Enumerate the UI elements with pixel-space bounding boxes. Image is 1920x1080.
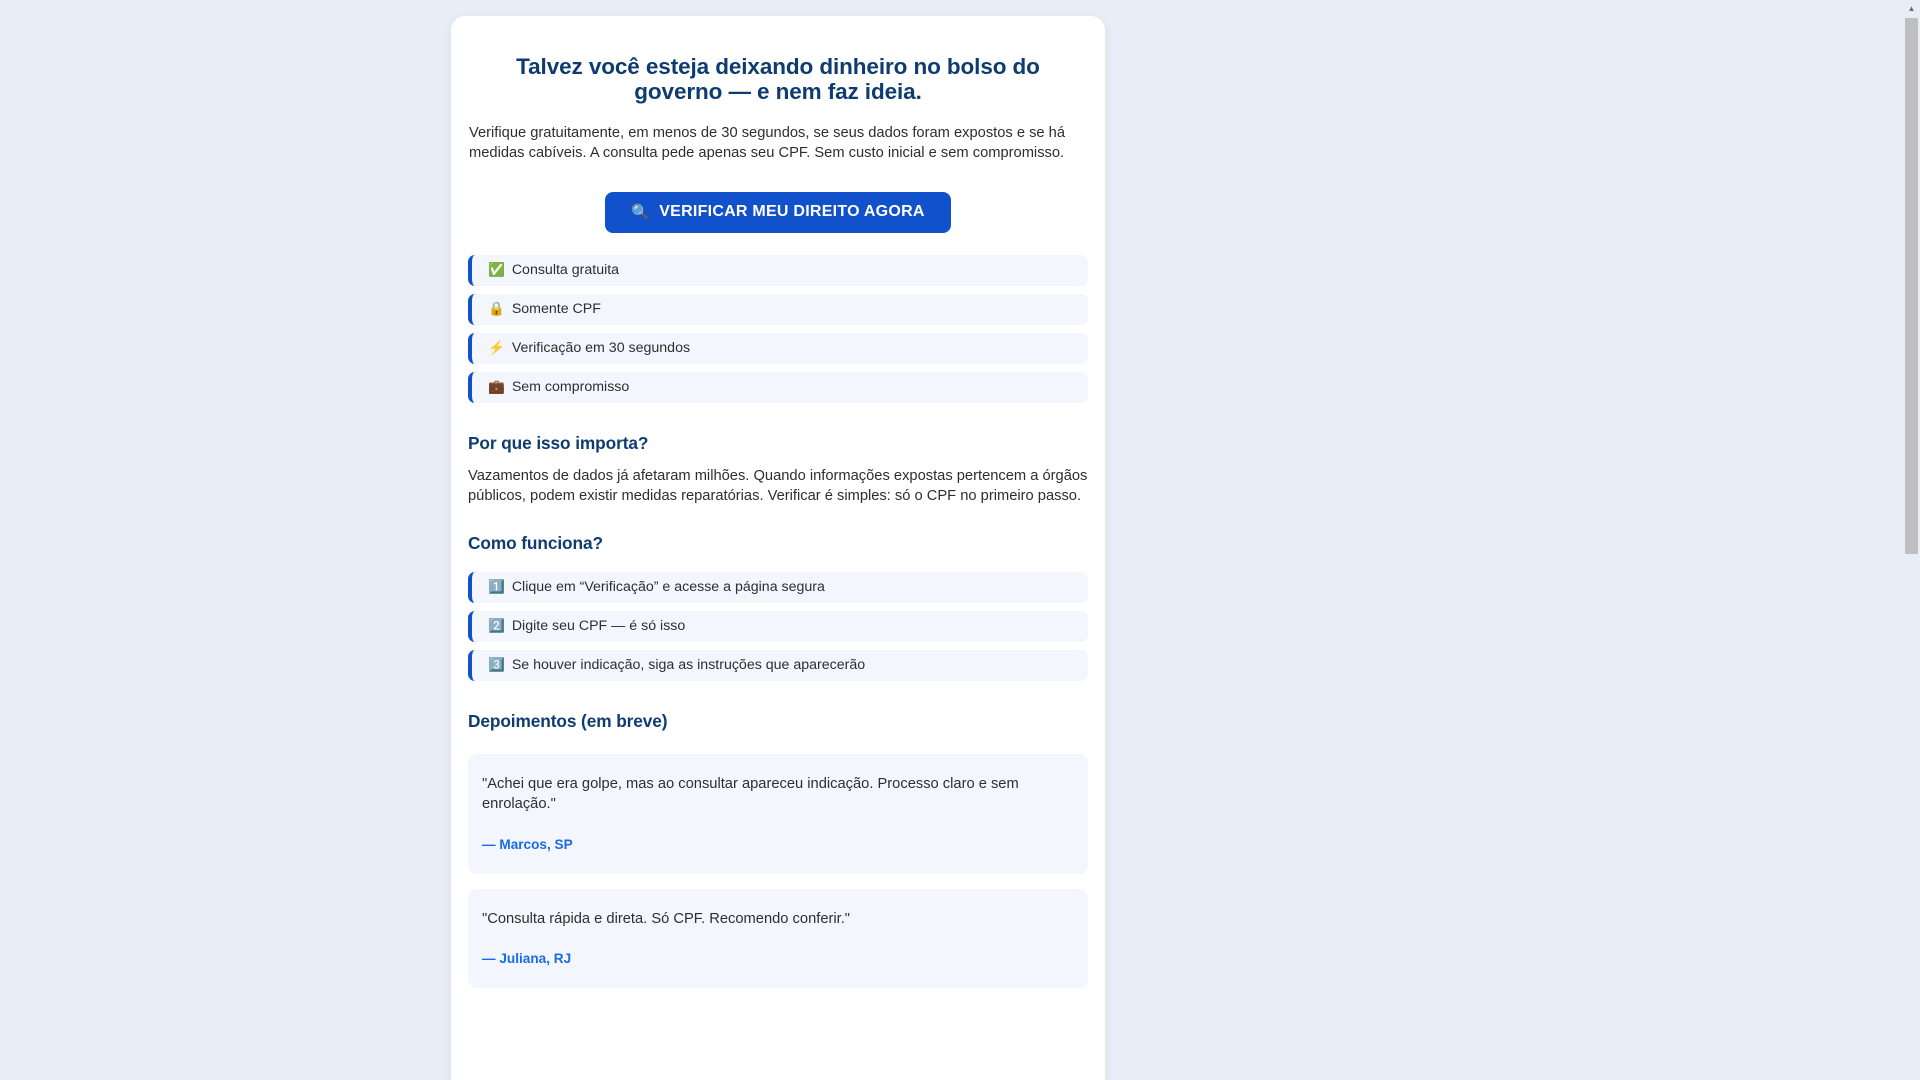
step-item-3 (468, 650, 1088, 681)
landing-card (451, 16, 1105, 1080)
benefit-label: Sem compromisso (511, 379, 630, 396)
verify-right-button[interactable] (605, 192, 950, 233)
how-section-title: Como funciona? (468, 532, 603, 553)
check-mark-button-icon: ✅ (488, 262, 505, 278)
step-item-2 (468, 611, 1088, 642)
testimonials-list (468, 754, 1088, 989)
benefit-label: Somente CPF (511, 301, 601, 318)
briefcase-icon: 💼 (488, 379, 505, 395)
benefit-item-30-seconds (468, 333, 1088, 364)
testimonials-section-title: Depoimentos (em breve) (468, 710, 668, 731)
testimonial-quote: "Achei que era golpe, mas ao consultar apareceu indicação. Processo claro e sem enrolação." (482, 775, 1019, 813)
keycap-three-icon: 3️⃣ (488, 657, 505, 673)
benefit-item-no-commitment (468, 372, 1088, 403)
step-label: Se houver indicação, siga as instruções que aparecerão (511, 657, 866, 674)
how-steps-list (468, 572, 1088, 681)
why-section-body: Vazamentos de dados já afetaram milhões. Quando informações expostas pertencem a órgãos públicos, podem existir medidas reparatórias. Verificar é simples: só o CPF no primeiro passo. (468, 467, 1088, 505)
testimonial-author: — Marcos, SP (482, 836, 573, 852)
high-voltage-icon: ⚡ (488, 340, 505, 356)
scrollbar-thumb[interactable] (1905, 18, 1918, 554)
benefit-label: Consulta gratuita (511, 262, 620, 279)
vertical-scrollbar[interactable] (1903, 0, 1920, 1080)
step-label: Clique em “Verificação” e acesse a página segura (511, 579, 825, 596)
page-title: Talvez você esteja deixando dinheiro no bolso do governo — e nem faz ideia. (516, 54, 1040, 105)
scroll-up-arrow-icon[interactable]: ▲ (1907, 3, 1916, 13)
hero-lead-paragraph: Verifique gratuitamente, em menos de 30 segundos, se seus dados foram expostos e se há medidas cabíveis. A consulta pede apenas seu CPF. Sem custo inicial e sem compromisso. (469, 124, 1066, 162)
why-section-title: Por que isso importa? (468, 432, 649, 453)
verify-right-button-label: VERIFICAR MEU DIREITO AGORA (659, 203, 925, 221)
keycap-two-icon: 2️⃣ (488, 618, 505, 634)
testimonial-card (468, 889, 1088, 989)
step-label: Digite seu CPF — é só isso (511, 618, 686, 635)
benefit-label: Verificação em 30 segundos (511, 340, 691, 357)
magnifying-glass-icon: 🔍 (631, 203, 651, 221)
cta-container (468, 192, 1088, 233)
benefit-item-cpf-only (468, 294, 1088, 325)
testimonial-card (468, 754, 1088, 874)
lock-icon: 🔒 (488, 301, 505, 317)
step-item-1 (468, 572, 1088, 603)
testimonial-author: — Juliana, RJ (482, 951, 572, 967)
benefit-item-free (468, 255, 1088, 286)
keycap-one-icon: 1️⃣ (488, 579, 505, 595)
benefits-list (468, 255, 1088, 403)
testimonial-quote: "Consulta rápida e direta. Só CPF. Recomendo conferir." (482, 910, 851, 927)
